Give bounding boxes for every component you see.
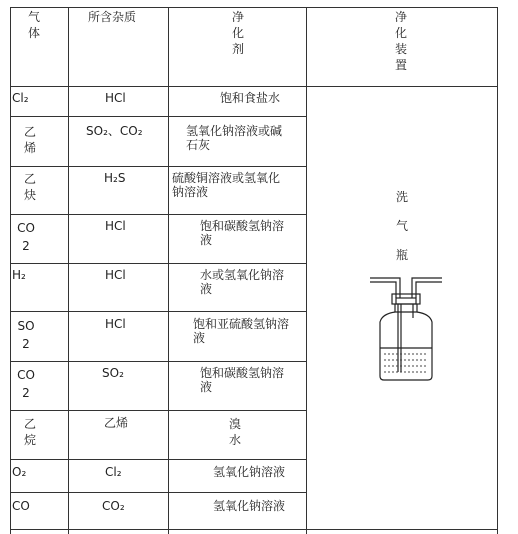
- row-10-impurity: CO₂: [102, 499, 125, 513]
- row-3-gas: 乙 炔: [23, 172, 36, 202]
- device-label: 洗 气 瓶: [395, 190, 408, 262]
- row-5-impurity: HCl: [105, 268, 126, 282]
- row-2-gas: 乙 烯: [23, 125, 36, 155]
- row-1-gas: Cl₂: [12, 91, 29, 105]
- row-8-impurity: 乙烯: [104, 416, 129, 430]
- header-impurity: 所含杂质: [88, 10, 137, 24]
- row-5-agent: 水或氢氧化钠溶 液: [200, 268, 285, 296]
- row-10-gas: CO: [12, 499, 30, 513]
- row-7-impurity: SO₂: [102, 366, 124, 380]
- rule-row: [10, 361, 306, 362]
- rule-col: [68, 7, 69, 534]
- row-6-impurity: HCl: [105, 317, 126, 331]
- row-1-impurity: HCl: [105, 91, 126, 105]
- rule-bottom: [10, 529, 497, 530]
- rule-top: [10, 7, 497, 8]
- rule-col: [497, 7, 498, 534]
- row-8-gas: 乙 烷: [23, 417, 36, 447]
- row-1-agent: 饱和食盐水: [220, 91, 281, 105]
- row-4-agent: 饱和碳酸氢钠溶 液: [200, 219, 285, 247]
- header-gas: 气 体: [27, 10, 40, 40]
- rule-header: [10, 86, 497, 87]
- rule-col: [168, 7, 169, 534]
- row-10-agent: 氢氧化钠溶液: [213, 499, 286, 513]
- rule-row: [10, 311, 306, 312]
- rule-row: [10, 166, 306, 167]
- rule-col: [306, 7, 307, 534]
- row-2-agent: 氢氧化钠溶液或碱 石灰: [186, 124, 283, 152]
- row-9-impurity: Cl₂: [105, 465, 122, 479]
- row-3-agent: 硫酸铜溶液或氢氧化 钠溶液: [172, 171, 281, 199]
- row-4-gas: CO 2: [17, 221, 35, 253]
- rule-row: [10, 459, 306, 460]
- rule-row: [10, 410, 306, 411]
- row-6-agent: 饱和亚硫酸氢钠溶 液: [193, 317, 290, 345]
- row-7-gas: CO 2: [17, 368, 35, 400]
- header-agent: 净 化 剂: [231, 10, 244, 56]
- row-6-gas: SO 2: [17, 319, 35, 351]
- rule-row: [10, 116, 306, 117]
- header-device: 净 化 装 置: [394, 10, 407, 72]
- row-7-agent: 饱和碳酸氢钠溶 液: [200, 366, 285, 394]
- gas-washing-bottle-icon: [368, 272, 444, 384]
- row-2-impurity: SO₂、CO₂: [86, 124, 143, 138]
- rule-col: [10, 7, 11, 534]
- row-3-impurity: H₂S: [104, 171, 126, 185]
- rule-row: [10, 263, 306, 264]
- row-9-gas: O₂: [12, 465, 27, 479]
- row-9-agent: 氢氧化钠溶液: [213, 465, 286, 479]
- rule-row: [10, 214, 306, 215]
- row-8-agent: 溴 水: [228, 417, 241, 447]
- row-4-impurity: HCl: [105, 219, 126, 233]
- rule-row: [10, 492, 306, 493]
- row-5-gas: H₂: [12, 268, 26, 282]
